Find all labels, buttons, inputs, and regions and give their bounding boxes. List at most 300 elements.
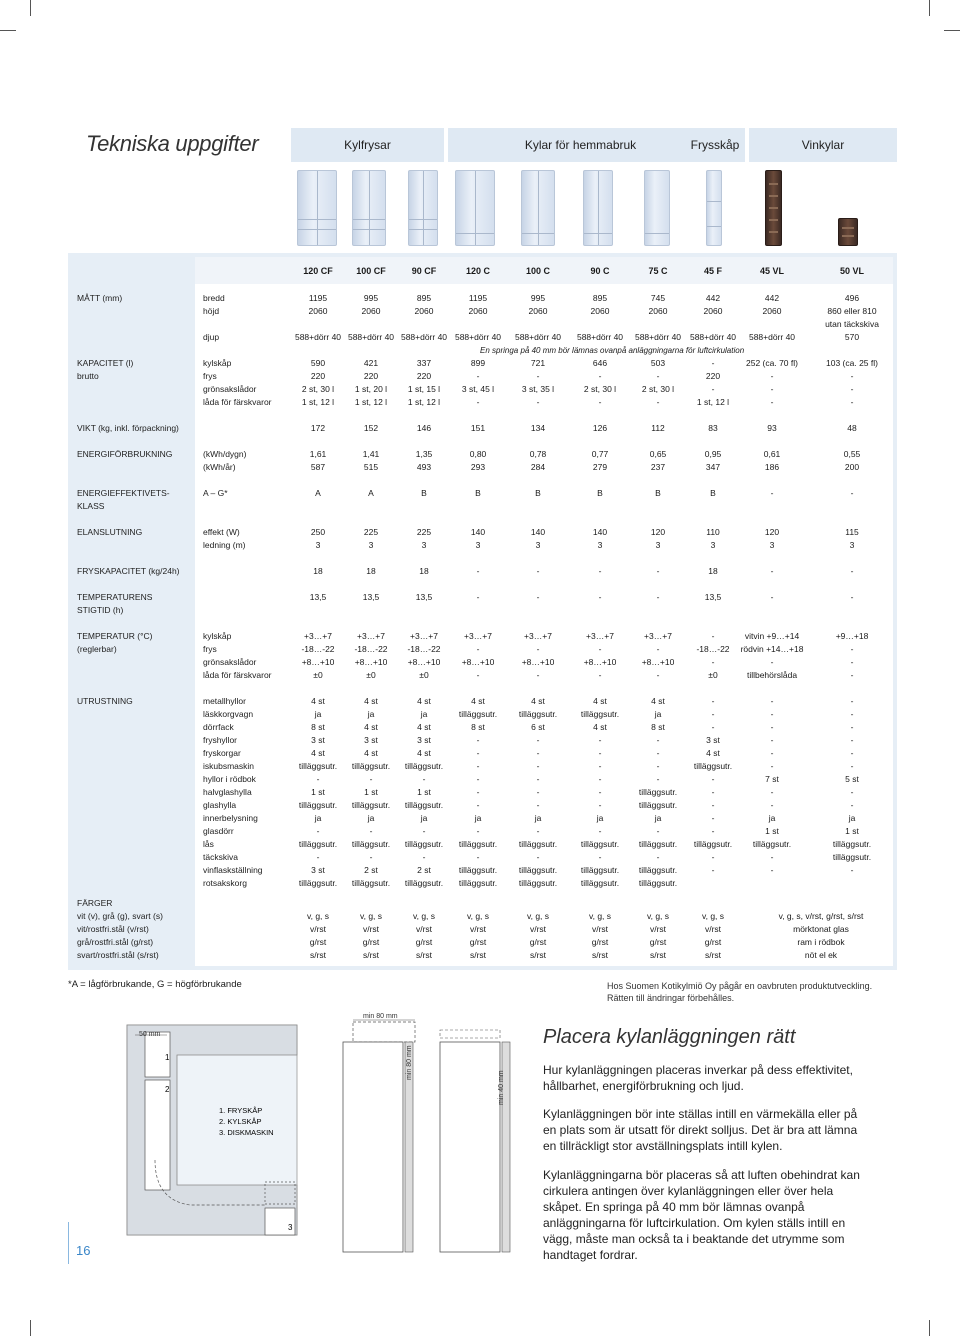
paragraph-2: Kylanläggningen bör inte ställas intill en värmekälla eller på en plats som är utsatt för direkt solljus. Det är bra att lämna en tillräckligt stor avställningsplats intill kylen. [543,1107,858,1153]
table-cell: s/rst [649,950,667,960]
table-cell: 140 [530,527,546,537]
table-cell: tilläggsutr. [298,800,338,810]
table-cell: +9…+18 [835,631,869,641]
table-cell: 1195 [308,293,328,303]
product-image-120cf [297,170,337,246]
table-cell: v, g, s [306,911,330,921]
table-cell: +3…+7 [304,631,332,641]
table-cell: v/rst [704,924,722,934]
row-label: A – G* [203,488,228,498]
table-cell: tilläggsutr. [298,761,338,771]
table-cell: ±0 [419,670,429,680]
table-cell: tilläggsutr. [458,878,498,888]
row-label: fryshyllor [203,735,238,745]
table-cell: - [598,787,602,797]
table-cell: v, g, s [701,911,725,921]
table-cell: v, g, s [588,911,612,921]
table-cell: 4 st [311,696,325,706]
label-3: 3 [288,1223,293,1232]
table-cell: 151 [470,423,486,433]
table-cell: 2060 [648,306,668,316]
table-cell: - [850,488,854,498]
table-cell: - [656,566,660,576]
table-cell: tilläggsutr. [832,839,872,849]
table-cell: 83 [708,423,718,433]
category-vinkylar: Vinkylar [749,128,897,162]
section-temperatur: TEMPERATUR (°C) [77,631,153,641]
span-note: En springa på 40 mm bör lämnas ovanpå anläggningarna för luftcirkulation [480,346,745,355]
table-cell: 237 [650,462,666,472]
section-effklass: ENERGIEFFEKTIVETS- [77,488,170,498]
row-label: glashylla [203,800,237,810]
table-cell: 134 [530,423,546,433]
column-header: 100 C [525,266,551,276]
table-cell: 2 st, 30 l [583,384,617,394]
table-cell: s/rst [362,950,380,960]
label-1: 1 [165,1053,170,1062]
table-cell: v/rst [591,924,609,934]
table-cell: - [476,748,480,758]
crop-mark [0,30,16,31]
table-cell: v/rst [362,924,380,934]
table-cell: 0,61 [763,449,781,459]
table-cell: - [656,852,660,862]
table-cell: 2 st, 30 l [301,384,335,394]
section-temperatur-2: (reglerbar) [77,644,117,654]
table-cell: +8…+10 [301,657,335,667]
table-cell: B [421,488,427,498]
table-cell: 995 [363,293,379,303]
crop-mark [944,30,960,31]
product-image-45vl [765,170,782,246]
table-cell: 220 [705,371,721,381]
table-cell: - [656,592,660,602]
table-cell: - [656,774,660,784]
table-cell: - [850,696,854,706]
table-cell: ja [314,709,322,719]
table-cell: tilläggsutr. [404,839,444,849]
table-cell: 4 st [364,696,378,706]
table-cell: 4 st [471,696,485,706]
crop-mark [30,0,31,16]
row-label: (kWh/år) [203,462,236,472]
table-cell: 140 [470,527,486,537]
table-cell: tilläggsutr. [693,839,733,849]
table-cell: 0,65 [649,449,667,459]
table-cell: +3…+7 [410,631,438,641]
page-title: Tekniska uppgifter [86,131,259,156]
row-label: halvglashylla [203,787,252,797]
table-cell: 186 [764,462,780,472]
table-cell: - [422,826,426,836]
table-cell: - [536,566,540,576]
table-cell: ja [848,813,856,823]
table-cell: s/rst [704,950,722,960]
table-cell: - [316,826,320,836]
table-cell: 860 eller 810 [827,306,877,316]
table-cell: +8…+10 [641,657,675,667]
table-cell: ja [420,709,428,719]
label-2: 2 [165,1085,170,1094]
table-cell: - [850,644,854,654]
table-cell: 13,5 [704,592,722,602]
table-cell: - [476,787,480,797]
table-cell: tilläggsutr. [693,761,733,771]
table-cell: tilläggsutr. [351,839,391,849]
table-cell: tilläggsutr. [638,878,678,888]
table-cell: - [770,722,774,732]
column-header: 120 C [465,266,491,276]
table-cell: - [770,787,774,797]
table-cell: 1 st [765,826,779,836]
table-cell: - [711,657,715,667]
table-cell: - [598,774,602,784]
dim-50mm: 50 mm [139,1031,161,1038]
row-label: bredd [203,293,225,303]
table-cell: 588+dörr 40 [294,332,342,342]
table-cell: 1 st, 12 l [301,397,335,407]
table-cell: - [770,397,774,407]
section-fryskapacitet: FRYSKAPACITET (kg/24h) [77,566,180,576]
table-cell: g/rst [415,937,433,947]
table-cell: utan täckskiva [825,319,879,329]
table-cell: ja [474,813,482,823]
table-cell: 590 [310,358,326,368]
rights-line-1: Hos Suomen Kotikylmiö Oy pågår en oavbruten produktutveckling. [607,981,873,991]
table-cell: - [598,566,602,576]
table-cell: - [850,865,854,875]
crop-mark [929,1320,930,1336]
table-cell: 745 [650,293,666,303]
table-cell: 588+dörr 40 [748,332,796,342]
table-cell: - [598,592,602,602]
table-cell: 293 [470,462,486,472]
table-cell: 220 [363,371,379,381]
table-cell: - [850,748,854,758]
table-cell: - [598,371,602,381]
table-cell: 3 [368,540,374,550]
table-cell: - [598,748,602,758]
table-cell: - [850,397,854,407]
table-cell: 18 [366,566,376,576]
table-cell: 3 [710,540,716,550]
table-cell: tilläggsutr. [638,787,678,797]
table-cell: tilläggsutr. [298,839,338,849]
table-cell: 2060 [361,306,381,316]
table-cell: B [475,488,481,498]
row-label: metallhyllor [203,696,246,706]
table-cell: 120 [764,527,780,537]
table-cell: +3…+7 [357,631,385,641]
table-cell: g/rst [469,937,487,947]
table-cell: 588+dörr 40 [634,332,682,342]
table-cell: 3 st, 45 l [461,384,495,394]
farger-1: vit (v), grå (g), svart (s) [77,911,163,921]
table-cell: 8 st [311,722,325,732]
table-cell: 442 [764,293,780,303]
wine-color-1: v, g, s, v/rst, g/rst, s/rst [778,911,864,921]
table-cell: 140 [592,527,608,537]
table-cell: - [536,670,540,680]
row-label: effekt (W) [203,527,240,537]
table-cell: tilläggsutr. [404,800,444,810]
table-cell: 588+dörr 40 [454,332,502,342]
table-cell: v/rst [649,924,667,934]
table-cell: - [770,735,774,745]
table-cell: 2060 [468,306,488,316]
table-cell: - [656,371,660,381]
farger-3: grå/rostfri.stål (g/rst) [77,937,154,947]
section-brutto: brutto [77,371,99,381]
table-cell: - [598,761,602,771]
column-header: 90 CF [411,266,437,276]
table-cell: - [598,800,602,810]
table-cell: 587 [310,462,326,472]
table-cell: - [476,761,480,771]
table-cell: - [536,852,540,862]
product-image-75c [644,170,670,246]
table-cell: g/rst [309,937,327,947]
table-cell: 48 [847,423,857,433]
table-cell: -18…-22 [301,644,335,654]
table-cell: - [476,800,480,810]
table-cell: 995 [530,293,546,303]
table-cell: 220 [310,371,326,381]
table-cell: 13,5 [362,592,380,602]
table-cell: - [536,826,540,836]
table-cell: -18…-22 [354,644,388,654]
row-label: rotsakskorg [203,878,247,888]
row-label: låda för färskvaror [203,397,272,407]
table-cell: 146 [416,423,432,433]
farger-4: svart/rostfri.stål (s/rst) [77,950,159,960]
row-label: läskkorgvagn [203,709,254,719]
page-number-rule [68,1222,69,1264]
table-cell: tilläggsutr. [580,878,620,888]
table-cell: - [598,644,602,654]
section-tempstigtid-2: STIGTID (h) [77,605,124,615]
dim-min80-side: min 80 mm [406,1045,413,1080]
row-label: djup [203,332,220,342]
table-cell: 4 st [706,748,720,758]
table-cell: 4 st [364,748,378,758]
table-cell: tilläggsutr. [298,878,338,888]
table-cell: s/rst [469,950,487,960]
wine-color-2: mörktonat glas [793,924,849,934]
table-cell: tilläggsutr. [638,839,678,849]
column-header: 45 F [703,266,723,276]
table-cell: 7 st [765,774,779,784]
column-header: 100 CF [356,266,386,276]
table-cell: - [598,826,602,836]
table-cell: g/rst [362,937,380,947]
table-cell: tilläggsutr. [580,865,620,875]
table-cell: g/rst [704,937,722,947]
table-cell: s/rst [529,950,547,960]
table-cell: ja [596,813,604,823]
table-cell: - [369,826,373,836]
table-cell: - [476,826,480,836]
table-cell: 126 [592,423,608,433]
table-cell: s/rst [591,950,609,960]
row-label: hyllor i rödbok [203,774,256,784]
table-cell: B [597,488,603,498]
table-cell: 120 [650,527,666,537]
table-cell: - [850,384,854,394]
table-cell: tilläggsutr. [518,878,558,888]
table-cell: 1 st, 20 l [354,384,388,394]
table-cell: ja [314,813,322,823]
table-cell: tilläggsutr. [518,839,558,849]
row-label: kylskåp [203,358,232,368]
section-energi: ENERGIFÖRBRUKNING [77,449,173,459]
table-cell: s/rst [309,950,327,960]
table-cell: - [770,865,774,875]
table-cell: g/rst [529,937,547,947]
category-frysskap: Frysskåp [685,128,745,162]
table-cell: - [850,722,854,732]
table-cell: 2060 [308,306,328,316]
table-cell: - [476,566,480,576]
table-cell: ja [654,813,662,823]
table-cell: 570 [844,332,860,342]
table-cell: tilläggsutr. [518,709,558,719]
table-cell: tilläggsutr. [458,865,498,875]
farger-2: vit/rostfri.stål (v/rst) [77,924,149,934]
table-cell: 0,78 [529,449,547,459]
row-label: frys [203,644,217,654]
table-cell: - [598,670,602,680]
table-cell: - [770,371,774,381]
table-cell: B [655,488,661,498]
table-cell: - [476,852,480,862]
table-cell: - [711,865,715,875]
table-cell: 588+dörr 40 [689,332,737,342]
table-cell: 503 [650,358,666,368]
table-cell: tilläggsutr. [351,800,391,810]
table-cell: tilläggsutr. [404,878,444,888]
table-cell: 1 st [845,826,859,836]
table-cell: 1 st, 15 l [407,384,441,394]
table-cell: ja [420,813,428,823]
table-cell: - [850,761,854,771]
table-cell: 4 st [364,722,378,732]
section-effklass-2: KLASS [77,501,105,511]
product-image-90cf [408,170,438,246]
product-image-100c [521,170,555,246]
crop-mark [30,1320,31,1336]
table-cell: - [711,774,715,784]
table-cell: 8 st [651,722,665,732]
table-cell: 895 [592,293,608,303]
table-cell: - [711,800,715,810]
table-cell: - [656,644,660,654]
table-cell: 4 st [593,722,607,732]
table-cell: - [770,488,774,498]
table-cell: - [536,592,540,602]
table-cell: 515 [363,462,379,472]
table-cell: 13,5 [415,592,433,602]
table-cell: - [770,566,774,576]
table-cell: - [656,670,660,680]
table-cell: 284 [530,462,546,472]
table-cell: - [536,397,540,407]
table-cell: 2060 [703,306,723,316]
table-cell: - [536,644,540,654]
row-label: höjd [203,306,220,316]
table-cell: 3 st [311,735,325,745]
table-cell: 442 [705,293,721,303]
table-cell: - [770,852,774,862]
table-cell: 1 st, 12 l [696,397,730,407]
table-cell: +3…+7 [644,631,672,641]
column-header: 90 C [590,266,610,276]
table-cell: 2060 [590,306,610,316]
product-image-90c [583,170,613,246]
row-label: glasdörr [203,826,234,836]
section-heading: Placera kylanläggningen rätt [543,1026,796,1048]
table-cell: tilläggsutr. [404,761,444,771]
table-cell: ja [654,709,662,719]
table-cell: - [850,800,854,810]
table-cell: - [476,371,480,381]
table-cell: - [656,735,660,745]
table-cell: - [369,852,373,862]
table-cell: tilläggsutr. [638,800,678,810]
table-cell: -18…-22 [407,644,441,654]
section-kapacitet: KAPACITET (l) [77,358,134,368]
table-cell: - [711,709,715,719]
category-kylar: Kylar för hemmabruk [448,128,713,162]
table-cell: ja [367,709,375,719]
table-cell: ja [768,813,776,823]
table-cell: +3…+7 [464,631,492,641]
table-cell: 172 [310,423,326,433]
table-cell: ja [367,813,375,823]
table-cell: 3 [849,540,855,550]
table-cell: - [656,748,660,758]
paragraph-3: Kylanläggningarna bör placeras så att luften obehindrat kan cirkulera antingen över kylanläggningen eller över hela skåpet. En springa på 40 mm bör lämnas ovanpå anläggningarna för luftcirkulation. Om kylen ställs intill en vägg, måste man också ta i beaktande det utrymme som handtaget fordrar. [543,1168,860,1262]
table-cell: 2 st [364,865,378,875]
table-cell: 5 st [845,774,859,784]
row-label: (kWh/dygn) [203,449,247,459]
table-cell: tilläggsutr. [351,878,391,888]
table-cell: 3 st, 35 l [521,384,555,394]
table-cell: 1,35 [415,449,433,459]
table-cell: 225 [416,527,432,537]
table-cell: 110 [706,527,720,537]
table-cell: 250 [310,527,326,537]
table-cell: tilläggsutr. [458,709,498,719]
table-cell: 0,77 [591,449,609,459]
table-cell: 496 [844,293,860,303]
table-cell: v, g, s [466,911,490,921]
table-cell: - [850,657,854,667]
paragraph-1: Hur kylanläggningen placeras inverkar på dess effektivitet, hållbarhet, energiförbrukning och ljud. [543,1063,853,1093]
table-cell: - [770,800,774,810]
table-cell: - [770,761,774,771]
table-cell: 112 [651,423,665,433]
table-cell: 1,41 [362,449,380,459]
table-cell: 4 st [417,722,431,732]
table-cell: 3 [421,540,427,550]
footnote: *A = lågförbrukande, G = högförbrukande [68,979,242,990]
table-cell: - [598,852,602,862]
table-cell: 115 [845,527,859,537]
table-cell: 220 [416,371,432,381]
table-cell: +8…+10 [583,657,617,667]
table-cell: B [710,488,716,498]
